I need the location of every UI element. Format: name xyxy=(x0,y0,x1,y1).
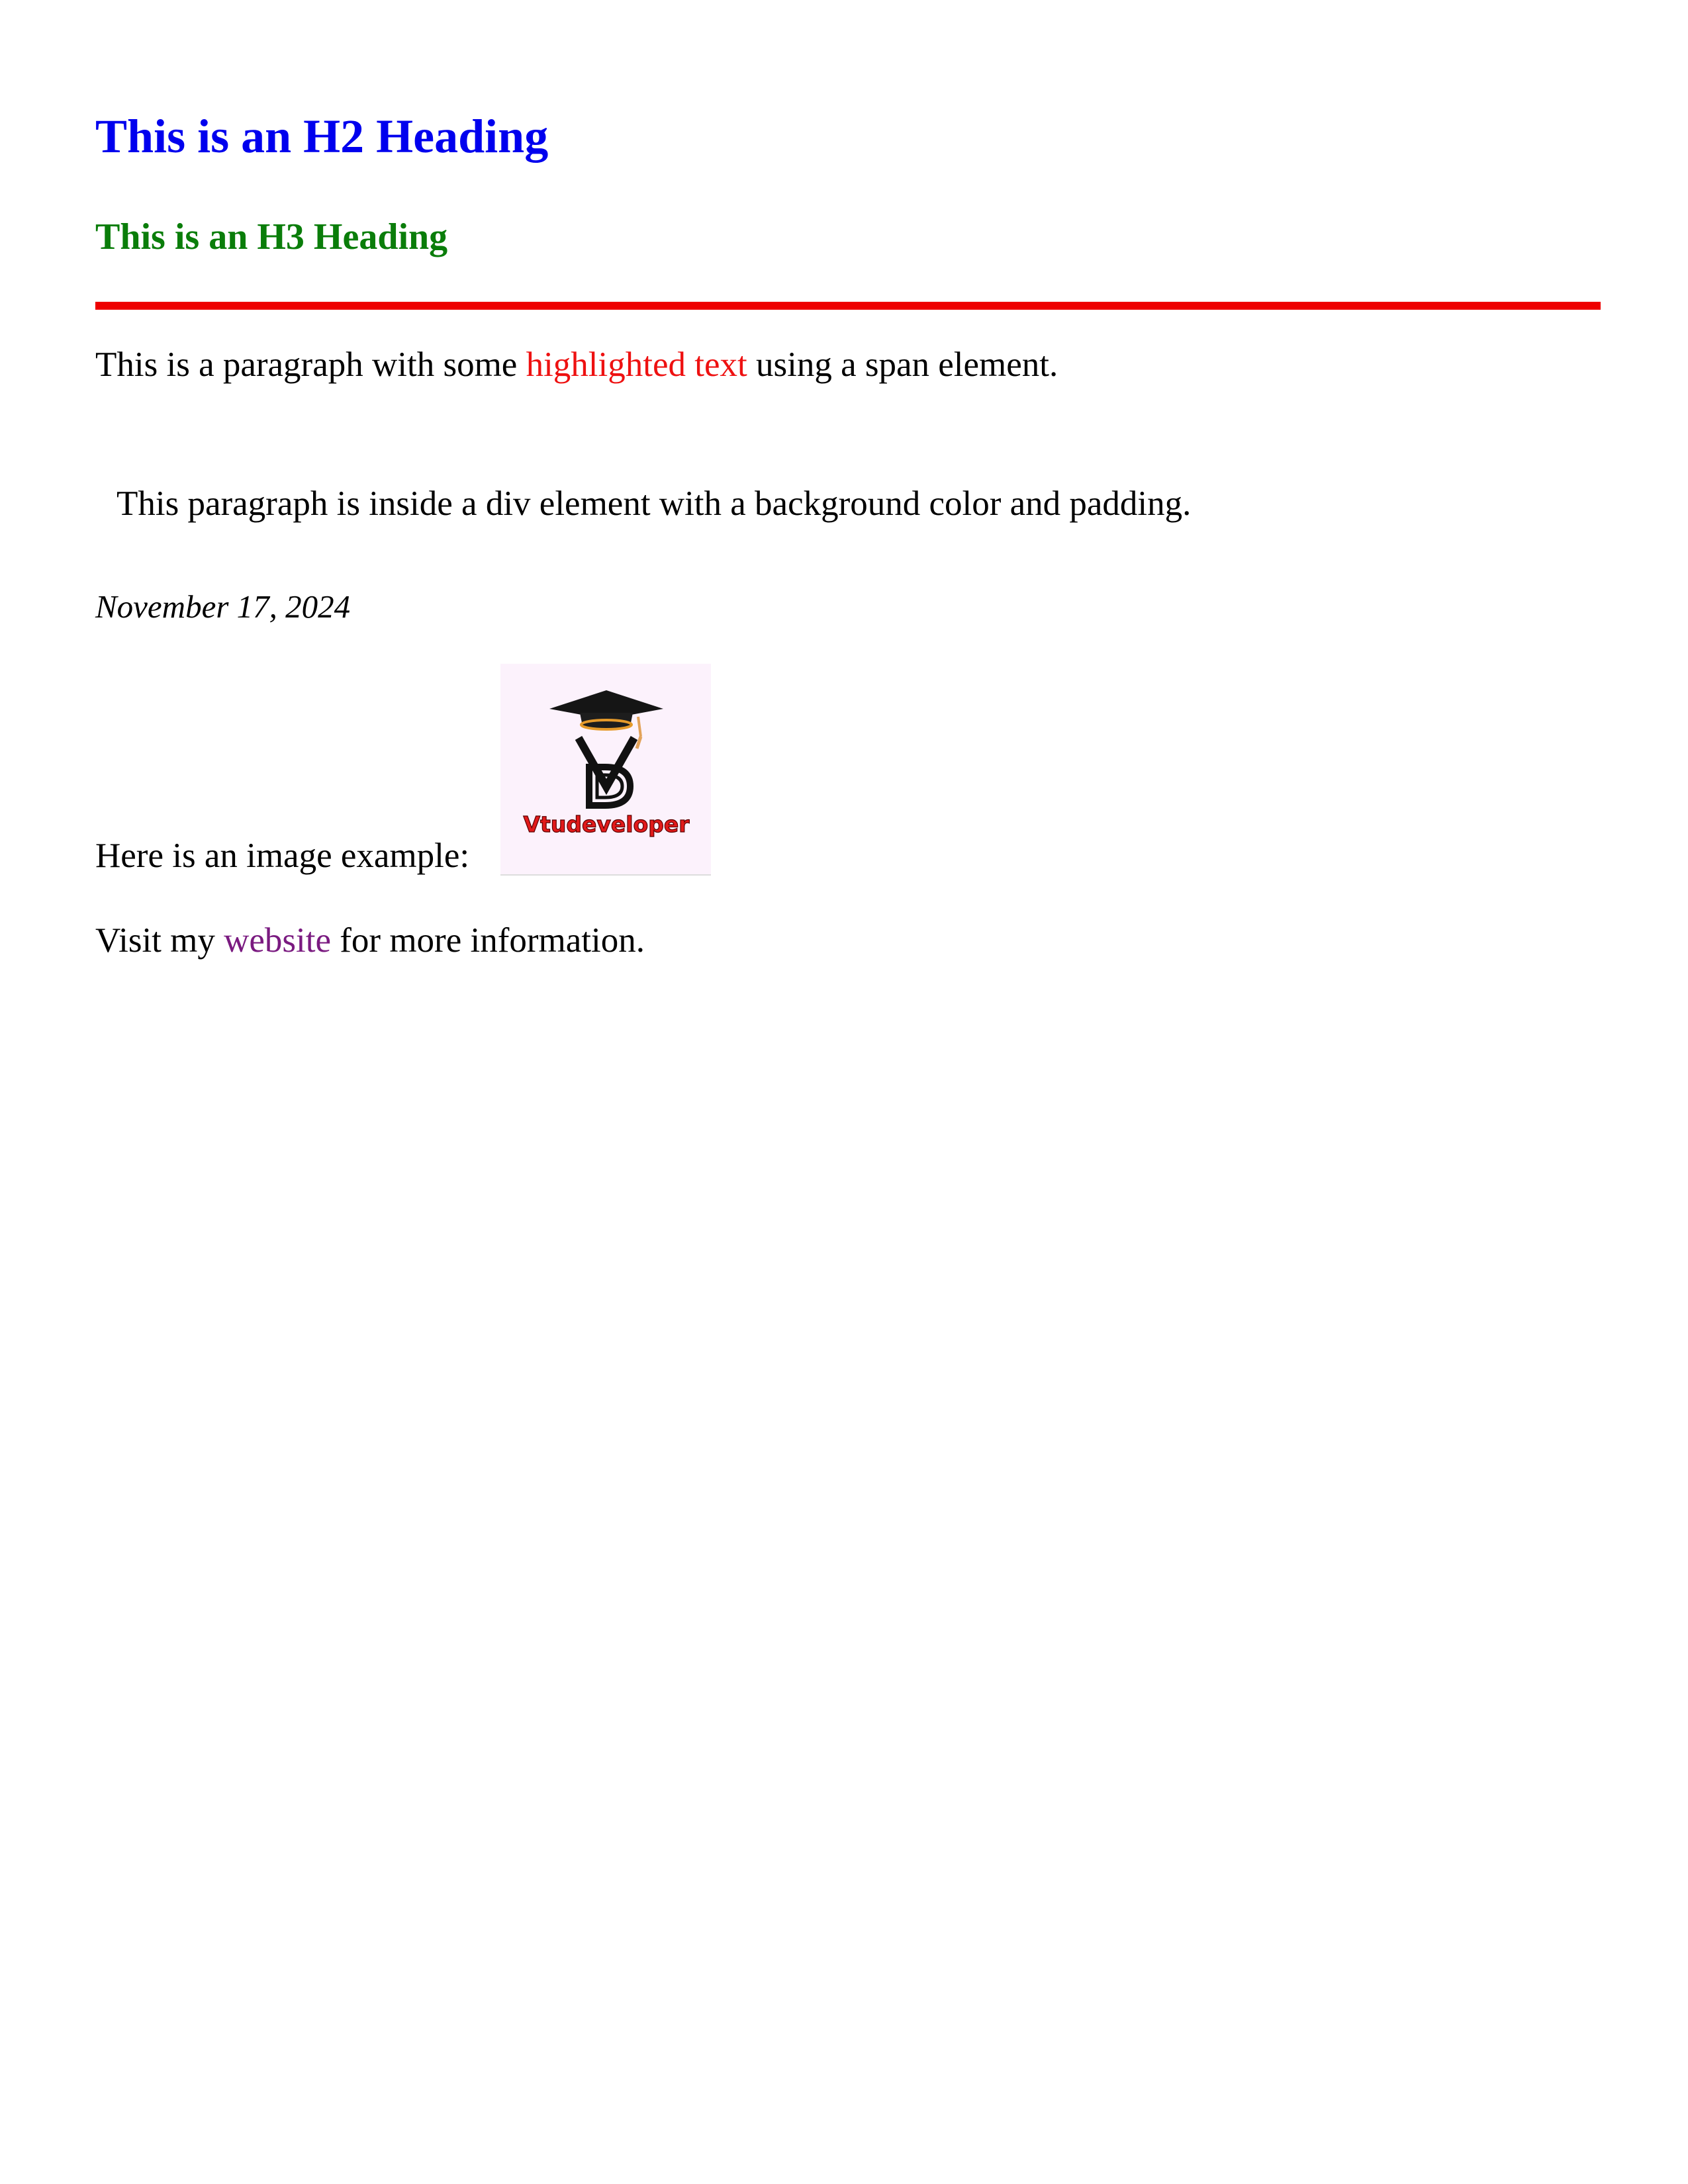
image-example-label: Here is an image example: xyxy=(95,837,470,875)
vtudeveloper-logo-image xyxy=(500,664,711,876)
visit-text-before: Visit my xyxy=(95,921,224,960)
paragraph-text-before: This is a paragraph with some xyxy=(95,345,526,384)
span-paragraph xyxy=(95,347,1058,383)
horizontal-rule xyxy=(95,302,1601,310)
logo-brand-text: Vtudeveloper xyxy=(523,811,690,837)
h2-heading: This is an H2 Heading xyxy=(95,110,549,163)
cap-tassel-end xyxy=(637,737,641,749)
paragraph-text-after: using a span element. xyxy=(747,345,1058,384)
div-paragraph: This paragraph is inside a div element with a background color and padding. xyxy=(117,484,1192,523)
padded-div xyxy=(95,463,1601,556)
date-text: November 17, 2024 xyxy=(95,588,351,625)
visit-paragraph xyxy=(95,923,645,958)
website-link[interactable]: website xyxy=(224,921,332,960)
visit-text-after: for more information. xyxy=(331,921,645,960)
cap-tassel xyxy=(638,717,641,737)
image-example-row xyxy=(95,664,890,876)
highlighted-text: highlighted text xyxy=(526,345,747,384)
h3-heading: This is an H3 Heading xyxy=(95,216,448,257)
